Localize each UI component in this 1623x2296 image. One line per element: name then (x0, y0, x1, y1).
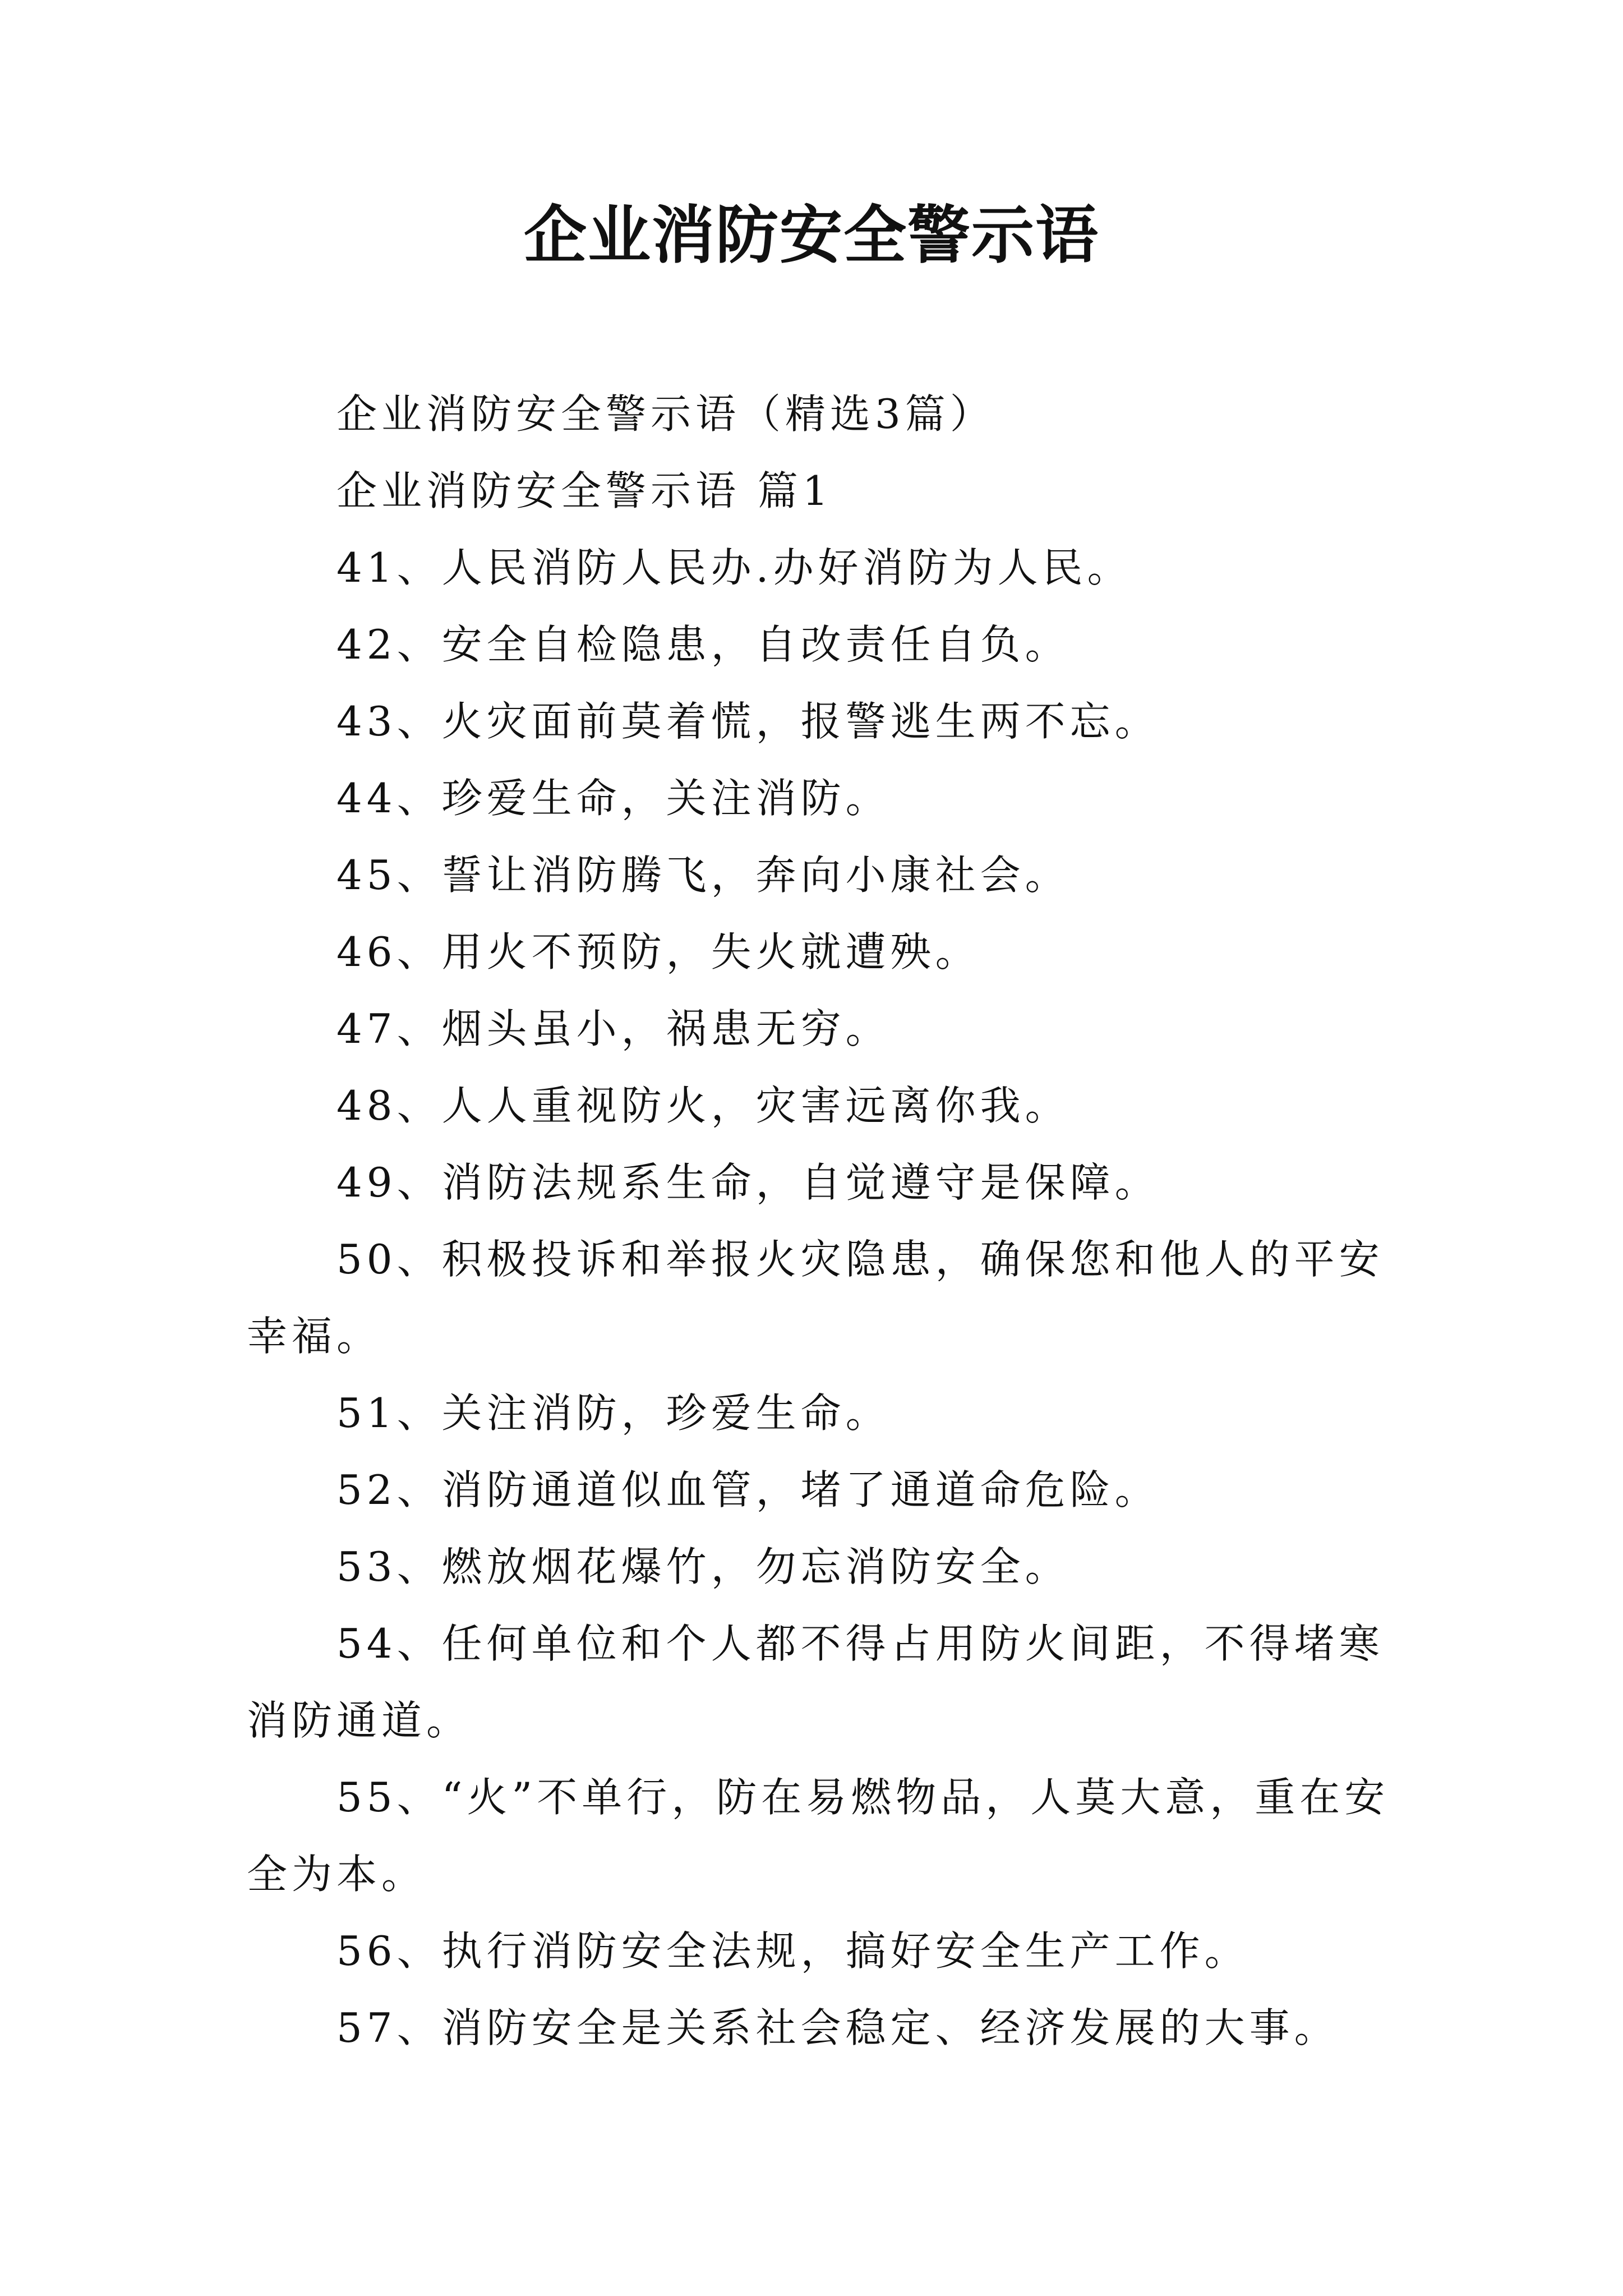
paragraph-subtitle: 企业消防安全警示语（精选3篇） (336, 390, 995, 438)
slogan-51: 51、关注消防，珍爱生命。 (336, 1389, 891, 1437)
slogan-45: 45、誓让消防腾飞，奔向小康社会。 (336, 852, 1070, 899)
slogan-44: 44、珍爱生命，关注消防。 (336, 775, 891, 822)
slogan-47: 47、烟头虽小，祸患无穷。 (336, 1005, 891, 1052)
slogan-50: 50、积极投诉和举报火灾隐患，确保您和他人的平安幸福。 (247, 1236, 1384, 1360)
slogan-42: 42、安全自检隐患，自改责任自负。 (336, 621, 1070, 668)
slogan-56: 56、执行消防安全法规，搞好安全生产工作。 (336, 1927, 1249, 1975)
document-title: 企业消防安全警示语 (524, 199, 1099, 272)
slogan-57: 57、消防安全是关系社会稳定、经济发展的大事。 (336, 2004, 1339, 2051)
slogan-43: 43、火灾面前莫着慌，报警逃生两不忘。 (336, 698, 1160, 745)
slogan-41: 41、人民消防人民办.办好消防为人民。 (336, 544, 1132, 591)
slogan-52: 52、消防通道似血管，堵了通道命危险。 (336, 1466, 1160, 1513)
slogan-54: 54、任何单位和个人都不得占用防火间距，不得堵寒消防通道。 (247, 1620, 1384, 1744)
paragraph-section-heading: 企业消防安全警示语 篇1 (336, 467, 833, 514)
slogan-53: 53、燃放烟花爆竹，勿忘消防安全。 (336, 1543, 1070, 1590)
slogan-49: 49、消防法规系生命，自觉遵守是保障。 (336, 1159, 1160, 1206)
document-body (247, 376, 1391, 2067)
slogan-48: 48、人人重视防火，灾害远离你我。 (336, 1082, 1070, 1129)
slogan-46: 46、用火不预防，失火就遭殃。 (336, 928, 980, 976)
slogan-55: 55、“火”不单行，防在易燃物品，人莫大意，重在安全为本。 (247, 1774, 1390, 1898)
